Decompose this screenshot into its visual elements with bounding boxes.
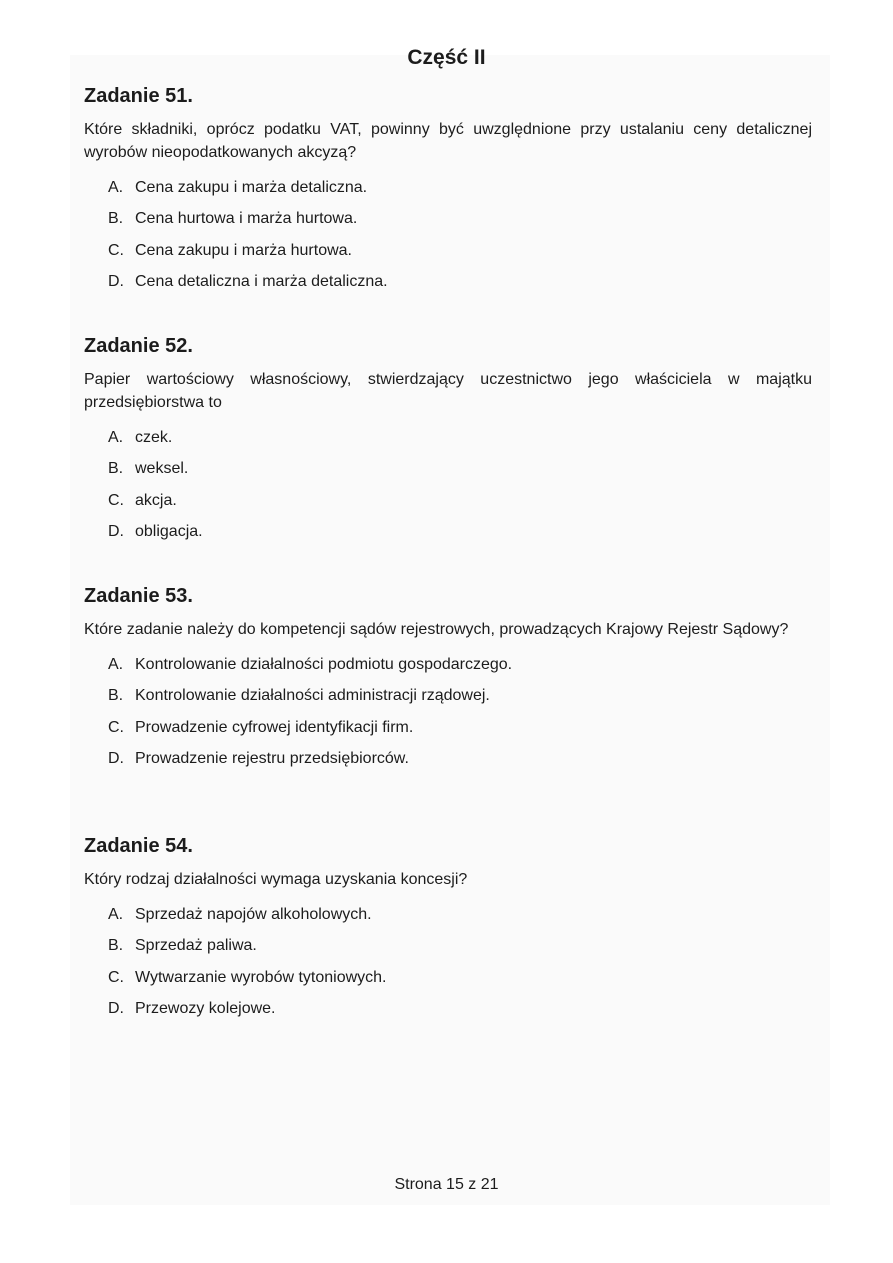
answer-options [84, 653, 812, 778]
option-letter: C. [108, 968, 124, 986]
task-question: Który rodzaj działalności wymaga uzyskania koncesji? [84, 871, 468, 888]
answer-option-c [108, 239, 812, 270]
answer-option-b [108, 934, 812, 965]
task-53 [84, 584, 812, 778]
option-text: Cena zakupu i marża detaliczna. [135, 179, 368, 196]
option-letter: B. [108, 210, 124, 228]
task-52 [84, 334, 812, 551]
answer-option-a [108, 653, 812, 684]
option-text: obligacja. [135, 522, 203, 540]
option-text: Kontrolowanie działalności administracji rządowej. [135, 687, 490, 705]
option-text: Cena detaliczna i marża detaliczna. [135, 272, 388, 290]
option-text: Prowadzenie rejestru przedsiębiorców. [135, 749, 409, 767]
answer-option-b [108, 457, 812, 488]
option-text: weksel. [135, 460, 189, 478]
option-text: Sprzedaż napojów alkoholowych. [135, 906, 372, 923]
task-heading: Zadanie 54. [84, 835, 193, 857]
answer-option-d [108, 747, 812, 778]
answer-option-a [108, 426, 812, 457]
option-letter: D. [108, 522, 124, 540]
task-heading: Zadanie 51. [84, 85, 193, 107]
option-letter: B. [108, 937, 124, 955]
option-text: Sprzedaż paliwa. [135, 937, 257, 955]
task-heading: Zadanie 53. [84, 585, 193, 607]
page-number: Strona 15 z 21 [394, 1176, 499, 1193]
answer-option-c [108, 489, 812, 520]
answer-option-a [108, 903, 812, 934]
answer-option-a [108, 176, 812, 207]
task-51 [84, 84, 812, 301]
option-letter: C. [108, 491, 124, 509]
option-letter: B. [108, 687, 124, 705]
task-question: Które składniki, oprócz podatku VAT, powinny być uwzględnione przy ustalaniu ceny detalicznej wyrobów nieopodatkowanych akcyzą? [84, 121, 812, 161]
answer-options [84, 903, 812, 1028]
answer-option-c [108, 716, 812, 747]
answer-option-b [108, 207, 812, 238]
option-letter: B. [108, 460, 124, 478]
option-text: czek. [135, 429, 173, 446]
option-letter: C. [108, 718, 124, 736]
option-letter: A. [108, 179, 124, 196]
answer-option-d [108, 520, 812, 551]
option-letter: A. [108, 656, 124, 673]
option-letter: A. [108, 906, 124, 923]
answer-options [84, 426, 812, 551]
answer-option-d [108, 270, 812, 301]
answer-option-b [108, 684, 812, 715]
option-letter: A. [108, 429, 124, 446]
option-text: Kontrolowanie działalności podmiotu gospodarczego. [135, 656, 513, 673]
option-letter: C. [108, 241, 124, 259]
page-title: Część II [407, 46, 486, 69]
option-text: Przewozy kolejowe. [135, 999, 276, 1017]
option-letter: D. [108, 749, 124, 767]
task-54 [84, 834, 812, 1028]
option-text: Wytwarzanie wyrobów tytoniowych. [135, 968, 387, 986]
answer-options [84, 176, 812, 301]
task-heading: Zadanie 52. [84, 335, 193, 357]
option-text: Cena zakupu i marża hurtowa. [135, 241, 352, 259]
option-text: Prowadzenie cyfrowej identyfikacji firm. [135, 718, 414, 736]
task-question: Które zadanie należy do kompetencji sądów rejestrowych, prowadzących Krajowy Rejestr Sądowy? [84, 621, 789, 638]
answer-option-c [108, 966, 812, 997]
answer-option-d [108, 997, 812, 1028]
option-letter: D. [108, 999, 124, 1017]
option-text: Cena hurtowa i marża hurtowa. [135, 210, 358, 228]
task-question: Papier wartościowy własnościowy, stwierdzający uczestnictwo jego właściciela w majątku przedsiębiorstwa to [84, 371, 812, 411]
option-letter: D. [108, 272, 124, 290]
option-text: akcja. [135, 491, 177, 509]
